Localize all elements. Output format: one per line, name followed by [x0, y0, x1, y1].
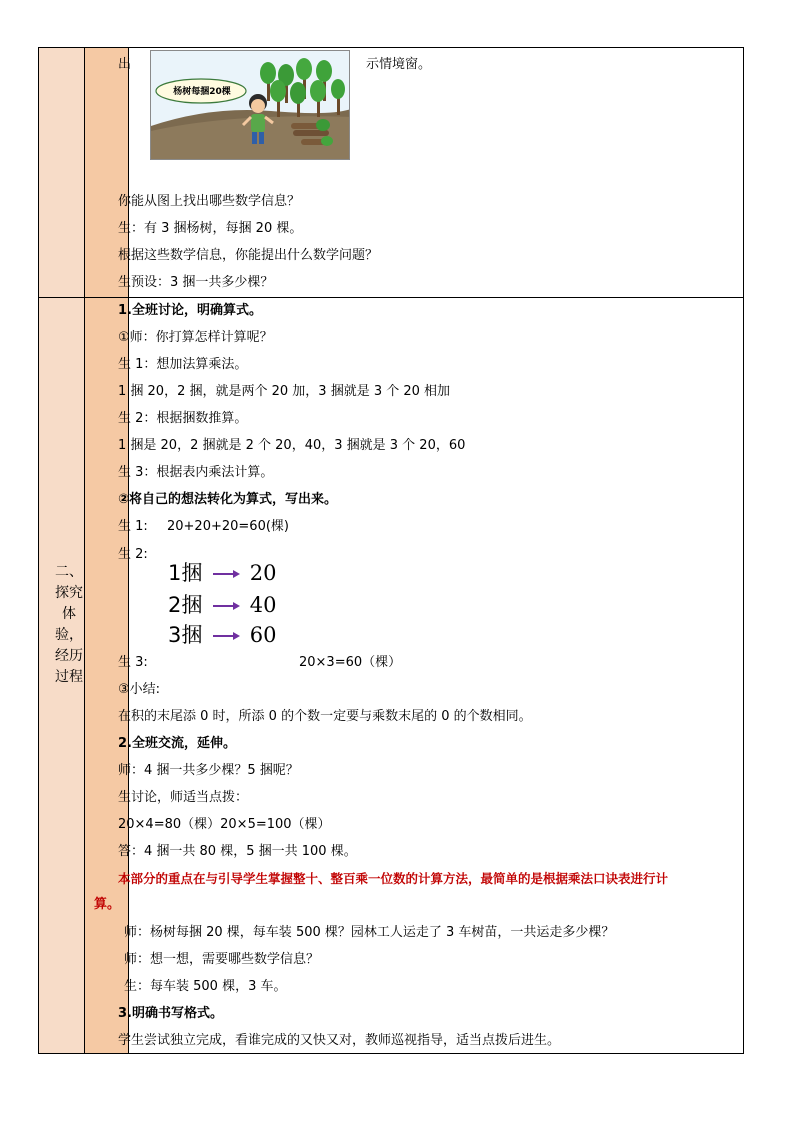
row-divider — [39, 297, 743, 298]
key-point-note: 本部分的重点在与引导学生掌握整十、整百乘一位数的计算方法，最简单的是根据乘法口诀表进行计 — [118, 871, 669, 886]
text-line: 生 1：想加法算乘法。 — [118, 357, 248, 372]
section-label-line: 探究 — [55, 585, 83, 601]
text-line: 20×4=80（棵）20×5=100（棵） — [118, 817, 331, 832]
bundle-row — [168, 560, 276, 586]
text-line: 1 捆是 20，2 捆就是 2 个 20，40，3 捆就是 3 个 20，60 — [118, 438, 466, 453]
text-line: 答：4 捆一共 80 棵，5 捆一共 100 棵。 — [118, 844, 357, 859]
question-pose: 根据这些数学信息，你能提出什么数学问题？ — [118, 248, 379, 263]
answer-predict: 生预设：3 捆一共多少棵？ — [118, 275, 274, 290]
text-after-image: 示情境窗。 — [366, 57, 432, 72]
scene-image — [150, 50, 350, 160]
answer-info: 生：有 3 捆杨树，每捆 20 棵。 — [118, 221, 303, 236]
text-line: 师：4 捆一共多少棵？5 捆呢？ — [118, 763, 299, 778]
poplar-scene-illustration — [151, 51, 350, 160]
image-caption: 杨树每捆20棵 — [173, 87, 231, 97]
section-label-line: 验， — [55, 627, 83, 643]
question-find: 你能从图上找出哪些数学信息？ — [118, 194, 301, 209]
section-label-line: 过程 — [55, 669, 83, 685]
key-point-note-end: 算。 — [94, 897, 121, 912]
text-line: 生 3：根据表内乘法计算。 — [118, 465, 274, 480]
heading-discuss: 1.全班讨论，明确算式。 — [118, 303, 262, 318]
heading-format: 3.明确书写格式。 — [118, 1006, 223, 1021]
section-label-line: 经历 — [55, 648, 83, 664]
text-line: 生：每车装 500 棵，3 车。 — [124, 979, 287, 994]
summary-label: ③小结: — [118, 682, 161, 697]
bundle-total: 20 — [249, 561, 277, 585]
bundle-count: 1捆 — [168, 561, 203, 585]
text-line: 学生尝试独立完成，看谁完成的又快又对，教师巡视指导，适当点拨后进生。 — [118, 1033, 561, 1048]
heading-formula: ②将自己的想法转化为算式，写出来。 — [118, 492, 338, 507]
text-line: 生讨论，师适当点拨： — [118, 790, 249, 805]
heading-exchange: 2.全班交流，延伸。 — [118, 736, 236, 751]
bundle-count: 3捆 — [168, 623, 203, 647]
text-line: ①师：你打算怎样计算呢？ — [118, 330, 273, 345]
student1-label: 生 1: — [118, 519, 148, 534]
arrow-right-icon — [211, 600, 241, 612]
student2-label: 生 2: — [118, 547, 148, 562]
text-out: 出 — [118, 57, 132, 72]
student3-label: 生 3: — [118, 655, 148, 670]
student3-expression: 20×3=60（棵） — [299, 655, 402, 670]
student1-expression: 20+20+20=60(棵) — [167, 519, 289, 534]
table-column-stage — [39, 48, 85, 1053]
text-line: 师：想一想，需要哪些数学信息？ — [124, 952, 320, 967]
summary-text: 在积的末尾添 0 时，所添 0 的个数一定要与乘数末尾的 0 的个数相同。 — [118, 709, 532, 724]
section-label-line: 二、 — [55, 564, 83, 580]
bundle-row — [168, 622, 276, 648]
section-label-line: 体 — [62, 606, 76, 622]
text-line: 师：杨树每捆 20 棵，每车装 500 棵？园林工人运走了 3 车树苗，一共运走多少棵？ — [124, 925, 615, 940]
section-label — [48, 562, 90, 688]
text-line: 生 2：根据捆数推算。 — [118, 411, 248, 426]
bundle-total: 60 — [249, 623, 277, 647]
arrow-right-icon — [211, 630, 241, 642]
arrow-right-icon — [211, 568, 241, 580]
text-line: 1 捆 20，2 捆，就是两个 20 加，3 捆就是 3 个 20 相加 — [118, 384, 451, 399]
bundle-row — [168, 592, 276, 618]
bundle-count: 2捆 — [168, 593, 203, 617]
bundle-total: 40 — [249, 593, 277, 617]
